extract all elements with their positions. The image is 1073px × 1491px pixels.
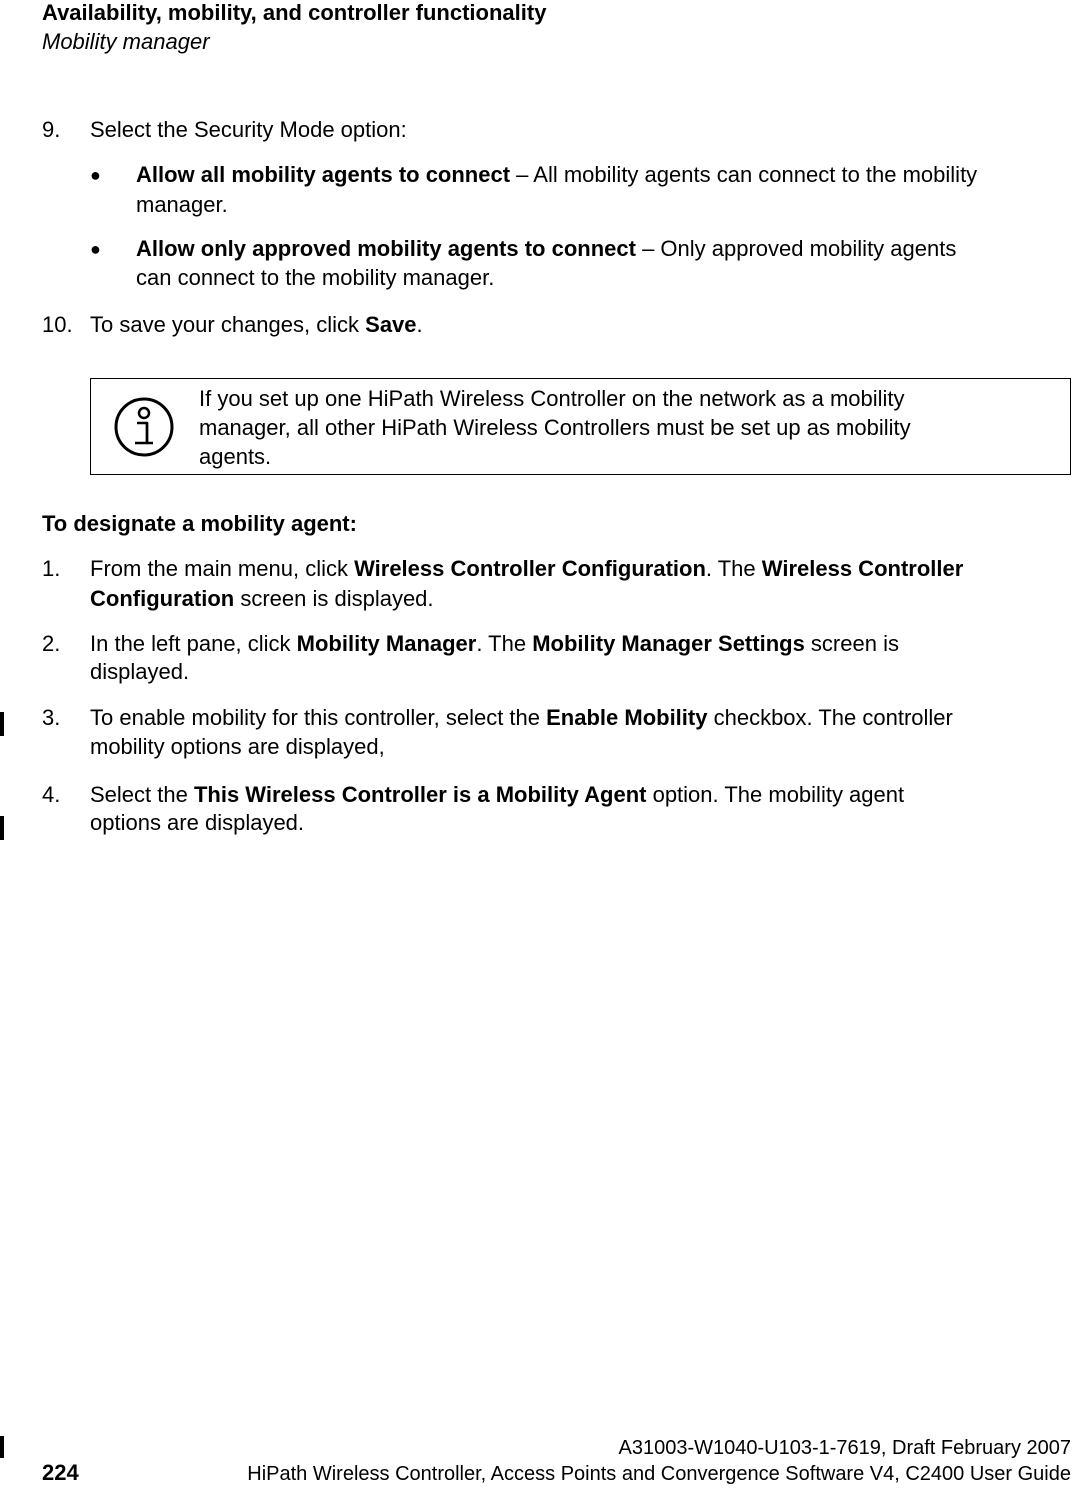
screen-name-ref: Mobility Manager Settings — [532, 631, 805, 656]
note-text — [199, 384, 1059, 471]
checkbox-ref: Enable Mobility — [546, 705, 708, 730]
footer-guide-title: HiPath Wireless Controller, Access Points and Convergence Software V4, C2400 User Guide — [247, 1463, 1071, 1485]
note-box — [90, 378, 1071, 475]
step-number: 2. — [42, 631, 61, 656]
bullet-bold: Allow only approved mobility agents to connect — [136, 236, 636, 261]
step-text-mid: . The — [476, 631, 533, 656]
step-text — [90, 311, 423, 338]
step-text-cont: mobility options are displayed, — [90, 734, 385, 759]
bullet-text-cont: manager. — [136, 192, 228, 217]
step-text-pre: From the main menu, click — [90, 556, 355, 581]
step-text — [90, 630, 899, 657]
save-label: Save — [365, 312, 417, 337]
change-bar — [0, 1436, 4, 1458]
step-text-cont — [90, 585, 434, 612]
bullet-bold: Allow all mobility agents to connect — [136, 162, 511, 187]
bullet-item — [136, 161, 977, 188]
bullet-icon: ● — [90, 165, 101, 185]
step-number: 1. — [42, 556, 61, 581]
step-number: 10. — [42, 312, 73, 337]
menu-item-ref: Wireless Controller Configuration — [354, 556, 706, 581]
note-line: If you set up one HiPath Wireless Controller on the network as a mobility — [199, 386, 905, 411]
step-number: 3. — [42, 705, 61, 730]
step-number: 9. — [42, 117, 61, 142]
step-text — [90, 781, 904, 808]
footer-doc-id: A31003-W1040-U103-1-7619, Draft February 2007 — [618, 1437, 1071, 1459]
page-number: 224 — [42, 1460, 79, 1485]
step-text — [90, 704, 953, 731]
step-number: 4. — [42, 782, 61, 807]
step-text — [90, 555, 963, 582]
step-text-post: option. The mobility agent — [646, 782, 905, 807]
step-text-cont: options are displayed. — [90, 810, 305, 835]
step-text-post: checkbox. The controller — [707, 705, 953, 730]
step-text-pre: In the left pane, click — [90, 631, 297, 656]
note-line: manager, all other HiPath Wireless Controllers must be set up as mobility — [199, 415, 911, 440]
step-text: Select the Security Mode option: — [90, 117, 407, 142]
bullet-icon: ● — [90, 239, 101, 259]
step-text-pre: To enable mobility for this controller, select the — [90, 705, 547, 730]
section-title: Availability, mobility, and controller functionality — [42, 0, 547, 25]
step-text-mid: . The — [705, 556, 762, 581]
step-text-cont: displayed. — [90, 659, 190, 684]
screen-name-ref: Configuration — [90, 586, 235, 611]
bullet-item — [136, 235, 956, 262]
step-text-post: screen is — [804, 631, 899, 656]
bullet-text-cont: can connect to the mobility manager. — [136, 265, 495, 290]
section-subtitle: Mobility manager — [42, 29, 210, 54]
option-ref: This Wireless Controller is a Mobility Agent — [193, 782, 647, 807]
step-text-post: screen is displayed. — [234, 586, 434, 611]
change-bar — [0, 816, 4, 840]
step-text-pre: To save your changes, click — [90, 312, 366, 337]
step-text-pre: Select the — [90, 782, 194, 807]
change-bar — [0, 712, 4, 736]
bullet-text: – All mobility agents can connect to the mobility — [510, 162, 978, 187]
screen-name-ref: Wireless Controller — [761, 556, 964, 581]
bullet-text: – Only approved mobility agents — [635, 236, 957, 261]
step-text-post: . — [416, 312, 423, 337]
info-icon — [113, 396, 175, 458]
note-line: agents. — [199, 444, 272, 469]
procedure-heading: To designate a mobility agent: — [42, 511, 357, 536]
menu-item-ref: Mobility Manager — [296, 631, 477, 656]
